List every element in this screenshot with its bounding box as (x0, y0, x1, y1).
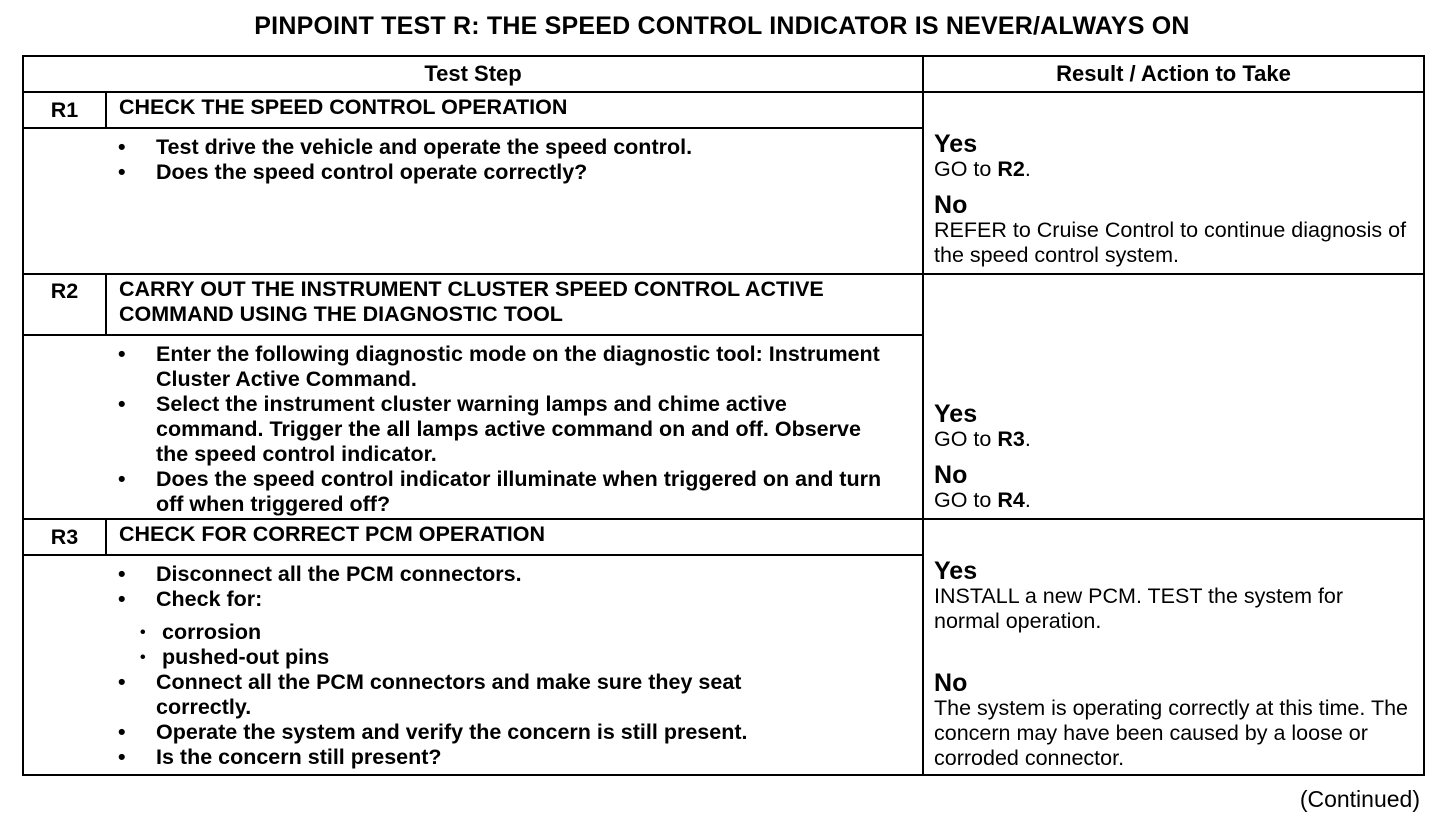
table-row (23, 519, 1424, 555)
sub-list-item: • pushed-out pins (140, 645, 842, 670)
step-body (106, 128, 923, 274)
step-id: R2 (23, 274, 106, 335)
list-item: • Does the speed control operate correctly? (118, 160, 910, 185)
step-title: CHECK THE SPEED CONTROL OPERATION (106, 92, 923, 128)
page-title: PINPOINT TEST R: THE SPEED CONTROL INDICATOR IS NEVER/ALWAYS ON (254, 12, 1190, 40)
yes-action: GO to R2. (934, 157, 1031, 181)
header-test-step: Test Step (23, 56, 923, 92)
yes-label: Yes (934, 130, 978, 158)
header-row (23, 56, 1424, 92)
list-item: • Connect all the PCM connectors and make sure they seat correctly. (118, 670, 842, 720)
yes-action: INSTALL a new PCM. TEST the system for normal operation. (934, 584, 1344, 633)
list-item: • Test drive the vehicle and operate the speed control. (118, 135, 910, 160)
list-item: • Operate the system and verify the concern is still present. (118, 720, 842, 745)
result-cell (923, 92, 1424, 274)
list-item: • Enter the following diagnostic mode on the diagnostic tool: Instrument Cluster Active Command. (118, 342, 882, 392)
table-row (23, 92, 1424, 128)
step-id-blank (23, 335, 106, 519)
step-id: R1 (23, 92, 106, 128)
list-item: • Is the concern still present? (118, 745, 842, 770)
yes-action: GO to R3. (934, 427, 1031, 451)
list-item: • Select the instrument cluster warning lamps and chime active command. Trigger the all lamps active command on and off. Observe the speed control indicator. (118, 392, 882, 467)
no-action: GO to R4. (934, 488, 1031, 512)
result-cell (923, 274, 1424, 519)
no-action: The system is operating correctly at this time. The concern may have been caused by a loose or corroded connector. (934, 696, 1408, 770)
step-title: CARRY OUT THE INSTRUMENT CLUSTER SPEED CONTROL ACTIVE COMMAND USING THE DIAGNOSTIC TOOL (106, 274, 923, 335)
no-label: No (934, 669, 968, 697)
yes-label: Yes (934, 400, 978, 428)
step-body (106, 555, 923, 775)
step-id-blank (23, 128, 106, 274)
step-id-blank (23, 555, 106, 775)
no-label: No (934, 461, 968, 489)
no-action: REFER to Cruise Control to continue diagnosis of the speed control system. (934, 218, 1407, 267)
list-item: • Does the speed control indicator illuminate when triggered on and turn off when triggered off? (118, 467, 882, 517)
table-row (23, 274, 1424, 335)
pinpoint-test-table (22, 55, 1425, 776)
step-id: R3 (23, 519, 106, 555)
sub-list-item: • corrosion (140, 620, 842, 645)
step-title: CHECK FOR CORRECT PCM OPERATION (106, 519, 923, 555)
continued-label: (Continued) (1299, 786, 1420, 812)
yes-label: Yes (934, 557, 978, 585)
list-item: • Check for: • corrosion • pushed-out pins (118, 587, 842, 670)
header-result: Result / Action to Take (923, 56, 1424, 92)
no-label: No (934, 191, 968, 219)
result-cell (923, 519, 1424, 775)
list-item: • Disconnect all the PCM connectors. (118, 562, 842, 587)
step-body (106, 335, 923, 519)
